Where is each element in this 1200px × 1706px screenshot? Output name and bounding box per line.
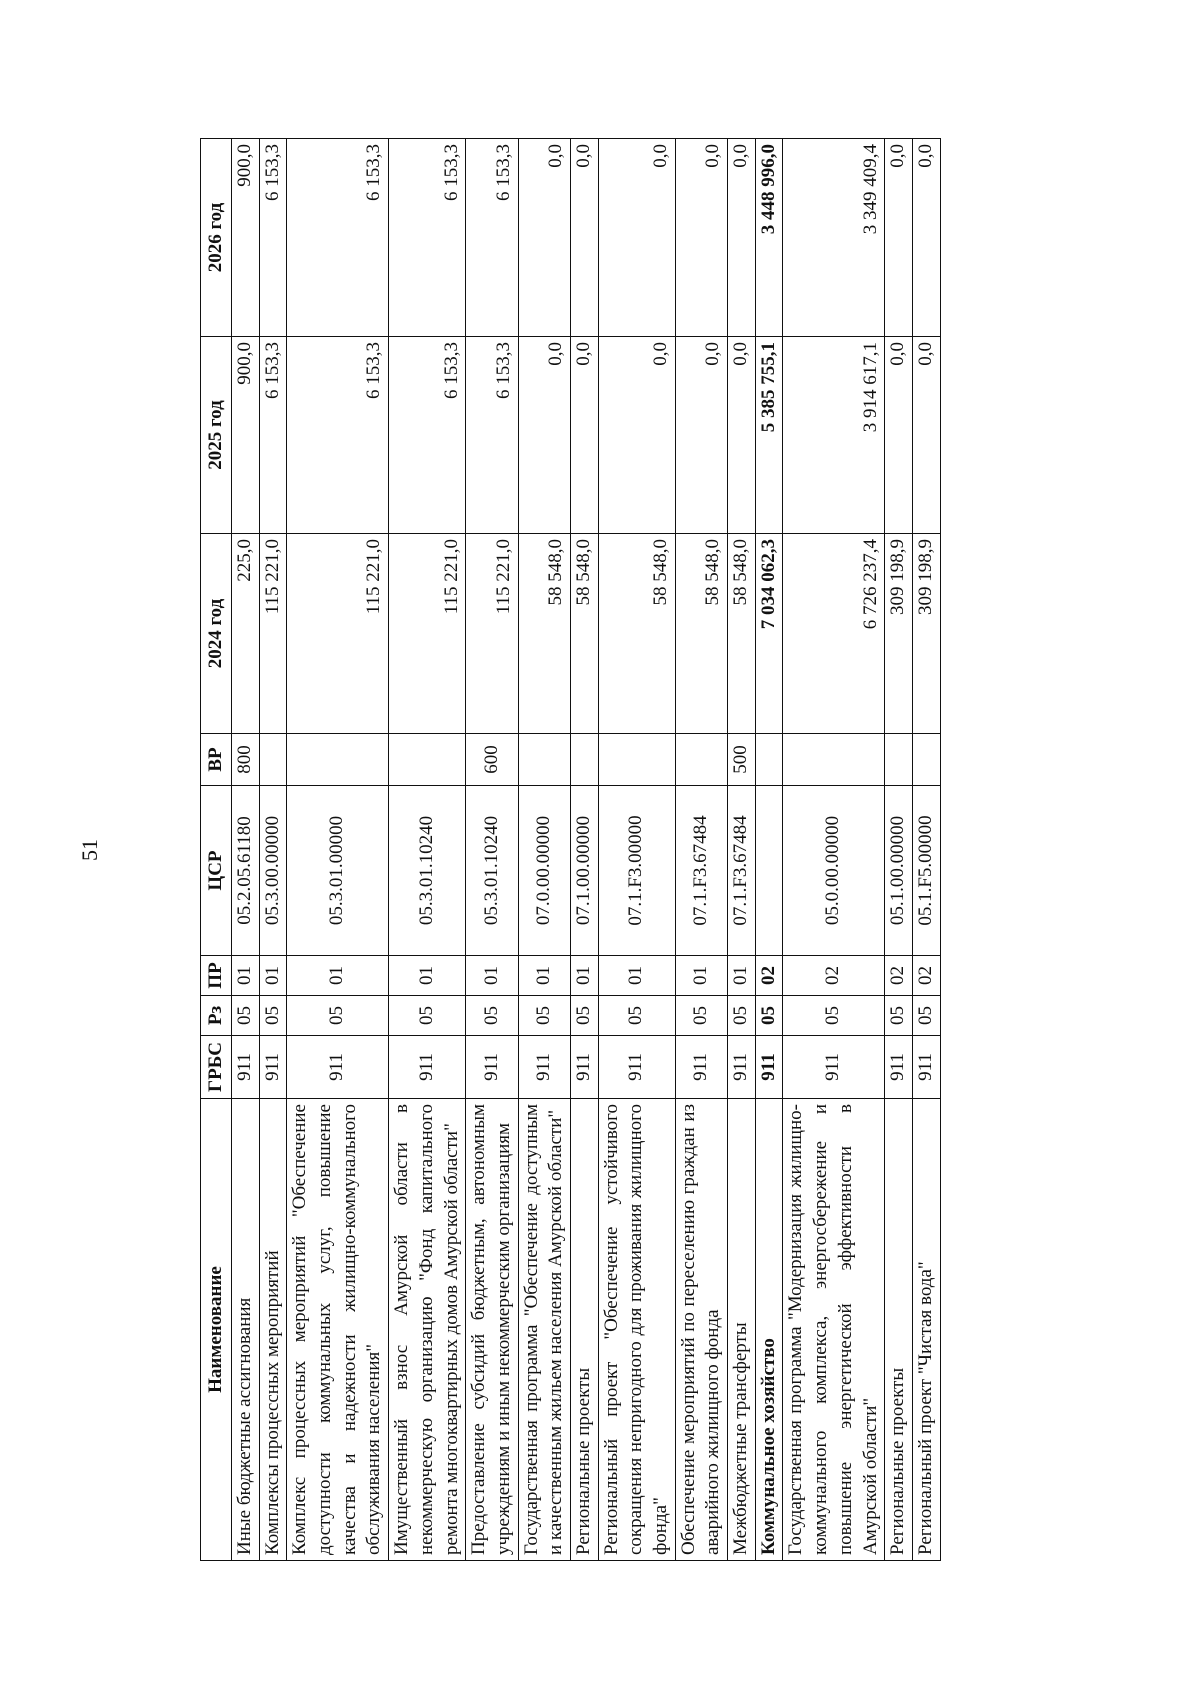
cell-vr (755, 734, 783, 786)
cell-2024: 309 198,9 (912, 534, 940, 734)
cell-2025: 6 153,3 (287, 337, 389, 534)
cell-csr: 07.1.F3.00000 (598, 786, 675, 956)
cell-name: Обеспечение мероприятий по переселению граждан из аварийного жилищного фонда (675, 1099, 727, 1561)
header-csr: ЦСР (201, 786, 232, 956)
cell-csr: 05.3.01.00000 (287, 786, 389, 956)
cell-csr: 07.1.00.00000 (570, 786, 598, 956)
cell-csr: 05.0.00.00000 (783, 786, 885, 956)
cell-grbs: 911 (287, 1036, 389, 1099)
cell-2025: 5 385 755,1 (755, 337, 783, 534)
table-row (885, 139, 913, 1561)
table-row (783, 139, 885, 1561)
cell-rz: 05 (912, 996, 940, 1036)
cell-rz: 05 (518, 996, 570, 1036)
cell-vr (675, 734, 727, 786)
cell-vr: 600 (466, 734, 518, 786)
header-2025: 2025 год (201, 337, 232, 534)
cell-grbs: 911 (912, 1036, 940, 1099)
header-2024: 2024 год (201, 534, 232, 734)
budget-table (200, 138, 941, 1561)
cell-vr (912, 734, 940, 786)
header-grbs: ГРБС (201, 1036, 232, 1099)
cell-grbs: 911 (783, 1036, 885, 1099)
cell-rz: 05 (598, 996, 675, 1036)
cell-name: Межбюджетные трансферты (728, 1099, 756, 1561)
cell-csr (755, 786, 783, 956)
cell-vr (287, 734, 389, 786)
cell-pr: 01 (232, 956, 260, 996)
page-number: 51 (77, 839, 102, 861)
cell-name: Имущественный взнос Амурской области в некоммерческую организацию "Фонд капитального ремонта многоквартирных домов Амурской области" (389, 1099, 466, 1561)
cell-grbs: 911 (518, 1036, 570, 1099)
cell-grbs: 911 (466, 1036, 518, 1099)
cell-vr (389, 734, 466, 786)
cell-2026: 0,0 (885, 139, 913, 337)
cell-2025: 0,0 (598, 337, 675, 534)
cell-grbs: 911 (232, 1036, 260, 1099)
cell-vr (885, 734, 913, 786)
cell-grbs: 911 (755, 1036, 783, 1099)
table-row (598, 139, 675, 1561)
cell-name: Предоставление субсидий бюджетным, автономным учреждениям и иным некоммерческим организациям (466, 1099, 518, 1561)
table-row (287, 139, 389, 1561)
cell-vr: 800 (232, 734, 260, 786)
cell-2025: 0,0 (570, 337, 598, 534)
cell-2025: 0,0 (885, 337, 913, 534)
cell-rz: 05 (259, 996, 287, 1036)
cell-2024: 225,0 (232, 534, 260, 734)
header-2026: 2026 год (201, 139, 232, 337)
cell-rz: 05 (232, 996, 260, 1036)
table-row (912, 139, 940, 1561)
cell-pr: 02 (885, 956, 913, 996)
cell-grbs: 911 (675, 1036, 727, 1099)
cell-grbs: 911 (570, 1036, 598, 1099)
cell-grbs: 911 (259, 1036, 287, 1099)
table-header-row (201, 139, 232, 1561)
cell-2025: 0,0 (675, 337, 727, 534)
cell-2024: 115 221,0 (259, 534, 287, 734)
cell-2024: 58 548,0 (518, 534, 570, 734)
cell-vr (570, 734, 598, 786)
cell-pr: 01 (598, 956, 675, 996)
cell-grbs: 911 (885, 1036, 913, 1099)
cell-2024: 58 548,0 (570, 534, 598, 734)
cell-2024: 115 221,0 (287, 534, 389, 734)
cell-pr: 01 (466, 956, 518, 996)
cell-rz: 05 (755, 996, 783, 1036)
cell-2025: 900,0 (232, 337, 260, 534)
cell-pr: 01 (728, 956, 756, 996)
cell-2024: 6 726 237,4 (783, 534, 885, 734)
cell-2026: 0,0 (675, 139, 727, 337)
cell-pr: 02 (755, 956, 783, 996)
cell-csr: 05.2.05.61180 (232, 786, 260, 956)
cell-name: Государственная программа "Модернизация жилищно-коммунального комплекса, энергосбережение и повышение энергетической эффективности в Амурской области" (783, 1099, 885, 1561)
cell-2025: 6 153,3 (259, 337, 287, 534)
cell-vr (783, 734, 885, 786)
table-body (232, 139, 941, 1561)
cell-csr: 07.1.F3.67484 (675, 786, 727, 956)
cell-2024: 58 548,0 (675, 534, 727, 734)
cell-2024: 115 221,0 (466, 534, 518, 734)
cell-grbs: 911 (728, 1036, 756, 1099)
cell-vr (518, 734, 570, 786)
cell-rz: 05 (675, 996, 727, 1036)
cell-rz: 05 (287, 996, 389, 1036)
table-row (728, 139, 756, 1561)
cell-pr: 01 (259, 956, 287, 996)
cell-2026: 0,0 (518, 139, 570, 337)
cell-2026: 6 153,3 (466, 139, 518, 337)
table-row (466, 139, 518, 1561)
cell-2025: 6 153,3 (389, 337, 466, 534)
table-row (518, 139, 570, 1561)
cell-csr: 05.3.01.10240 (389, 786, 466, 956)
cell-2025: 0,0 (728, 337, 756, 534)
cell-2026: 0,0 (598, 139, 675, 337)
cell-name: Государственная программа "Обеспечение доступным и качественным жильем населения Амурской области" (518, 1099, 570, 1561)
cell-2025: 6 153,3 (466, 337, 518, 534)
cell-2026: 3 448 996,0 (755, 139, 783, 337)
cell-csr: 07.0.00.00000 (518, 786, 570, 956)
cell-2026: 3 349 409,4 (783, 139, 885, 337)
table-row (232, 139, 260, 1561)
header-pr: ПР (201, 956, 232, 996)
cell-pr: 01 (287, 956, 389, 996)
cell-pr: 01 (389, 956, 466, 996)
cell-name: Региональный проект "Обеспечение устойчивого сокращения непригодного для проживания жилищного фонда" (598, 1099, 675, 1561)
cell-vr (259, 734, 287, 786)
cell-pr: 01 (570, 956, 598, 996)
cell-name: Иные бюджетные ассигнования (232, 1099, 260, 1561)
cell-grbs: 911 (389, 1036, 466, 1099)
cell-csr: 07.1.F3.67484 (728, 786, 756, 956)
cell-pr: 02 (912, 956, 940, 996)
cell-name: Региональные проекты (885, 1099, 913, 1561)
cell-2024: 58 548,0 (598, 534, 675, 734)
table-row (675, 139, 727, 1561)
cell-vr (598, 734, 675, 786)
table-row (389, 139, 466, 1561)
cell-2026: 900,0 (232, 139, 260, 337)
cell-2024: 58 548,0 (728, 534, 756, 734)
table-row (755, 139, 783, 1561)
cell-csr: 05.1.00.00000 (885, 786, 913, 956)
cell-rz: 05 (570, 996, 598, 1036)
rotated-table-container (200, 139, 1075, 1561)
cell-2024: 115 221,0 (389, 534, 466, 734)
cell-2025: 3 914 617,1 (783, 337, 885, 534)
cell-rz: 05 (389, 996, 466, 1036)
cell-2025: 0,0 (912, 337, 940, 534)
cell-pr: 01 (518, 956, 570, 996)
cell-2024: 7 034 062,3 (755, 534, 783, 734)
cell-2026: 0,0 (912, 139, 940, 337)
cell-csr: 05.3.01.10240 (466, 786, 518, 956)
cell-rz: 05 (783, 996, 885, 1036)
cell-vr: 500 (728, 734, 756, 786)
cell-csr: 05.3.00.00000 (259, 786, 287, 956)
cell-grbs: 911 (598, 1036, 675, 1099)
cell-2026: 0,0 (570, 139, 598, 337)
cell-2026: 6 153,3 (389, 139, 466, 337)
cell-name: Комплекс процессных мероприятий "Обеспечение доступности коммунальных услуг, повышение качества и надежности жилищно-коммунального обслуживания населения" (287, 1099, 389, 1561)
cell-rz: 05 (466, 996, 518, 1036)
cell-csr: 05.1.F5.00000 (912, 786, 940, 956)
table-row (570, 139, 598, 1561)
cell-name: Региональные проекты (570, 1099, 598, 1561)
cell-name: Коммунальное хозяйство (755, 1099, 783, 1561)
cell-2026: 6 153,3 (287, 139, 389, 337)
cell-2025: 0,0 (518, 337, 570, 534)
cell-2026: 0,0 (728, 139, 756, 337)
table-row (259, 139, 287, 1561)
cell-2026: 6 153,3 (259, 139, 287, 337)
header-vr: ВР (201, 734, 232, 786)
cell-rz: 05 (728, 996, 756, 1036)
header-name: Наименование (201, 1099, 232, 1561)
cell-name: Региональный проект "Чистая вода" (912, 1099, 940, 1561)
cell-pr: 02 (783, 956, 885, 996)
header-rz: Рз (201, 996, 232, 1036)
cell-pr: 01 (675, 956, 727, 996)
cell-name: Комплексы процессных мероприятий (259, 1099, 287, 1561)
cell-2024: 309 198,9 (885, 534, 913, 734)
cell-rz: 05 (885, 996, 913, 1036)
